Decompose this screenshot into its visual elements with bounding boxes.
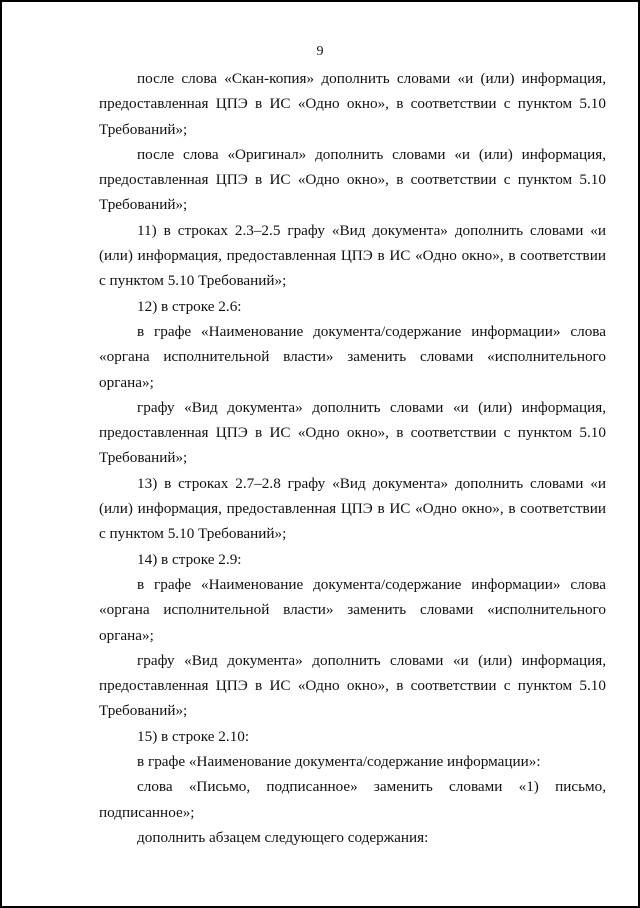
document-body [99, 66, 606, 850]
paragraph: 15) в строке 2.10: [137, 727, 250, 745]
paragraph: 12) в строке 2.6: [137, 297, 242, 315]
paragraph: графу «Вид документа» дополнить словами «и (или) информация, предоставленная ЦПЭ в ИС «Одно окно», в соответствии с пунктом 5.10 Требований»; [99, 651, 606, 720]
paragraph: 11) в строках 2.3–2.5 графу «Вид документа» дополнить словами «и (или) информация, предоставленная ЦПЭ в ИС «Одно окно», в соответствии с пунктом 5.10 Требований»; [99, 221, 606, 290]
paragraph: 13) в строках 2.7–2.8 графу «Вид документа» дополнить словами «и (или) информация, предоставленная ЦПЭ в ИС «Одно окно», в соответствии с пунктом 5.10 Требований»; [99, 474, 606, 543]
paragraph: 14) в строке 2.9: [137, 550, 242, 568]
paragraph: графу «Вид документа» дополнить словами «и (или) информация, предоставленная ЦПЭ в ИС «Одно окно», в соответствии с пунктом 5.10 Требований»; [99, 398, 606, 467]
paragraph: в графе «Наименование документа/содержание информации» слова «органа исполнительной власти» заменить словами «исполнительного органа»; [99, 575, 606, 644]
page-number: 9 [316, 44, 324, 59]
paragraph: после слова «Оригинал» дополнить словами «и (или) информация, предоставленная ЦПЭ в ИС «Одно окно», в соответствии с пунктом 5.10 Требований»; [99, 145, 606, 214]
paragraph: слова «Письмо, подписанное» заменить словами «1) письмо, подписанное»; [99, 778, 606, 821]
paragraph: после слова «Скан-копия» дополнить словами «и (или) информация, предоставленная ЦПЭ в ИС «Одно окно», в соответствии с пунктом 5.10 Требований»; [99, 70, 606, 138]
paragraph: в графе «Наименование документа/содержание информации» слова «органа исполнительной власти» заменить словами «исполнительного органа»; [99, 322, 606, 391]
paragraph: дополнить абзацем следующего содержания: [137, 828, 429, 846]
paragraph: в графе «Наименование документа/содержание информации»: [137, 753, 541, 771]
